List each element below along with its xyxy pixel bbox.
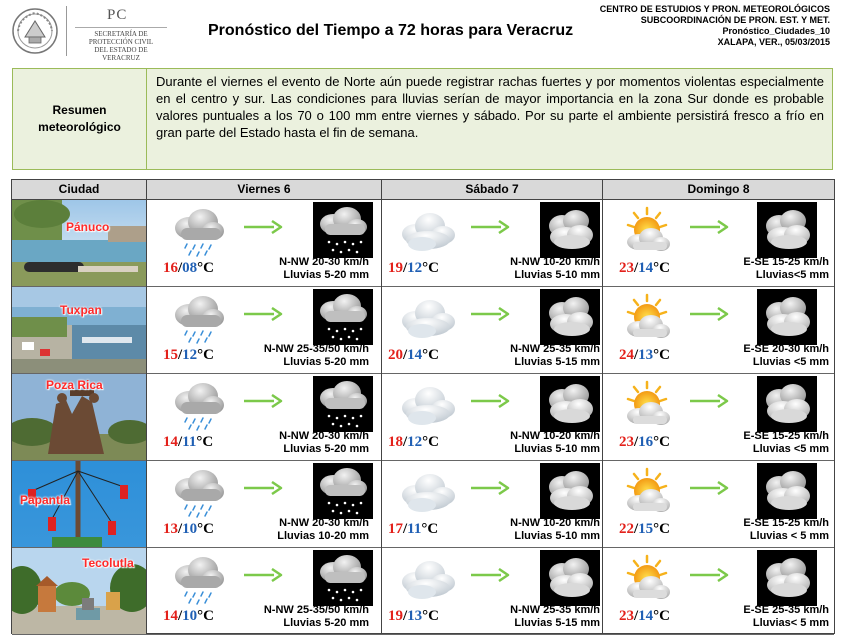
inst-line-4: XALAPA, VER., 05/03/2015 [717,37,830,47]
inst-line-3: Pronóstico_Ciudades_10 [722,26,830,36]
cloudy-icon [396,204,458,260]
city-photo [12,287,146,373]
temp-max: 19 [388,260,403,276]
rain-text: Lluvias 5-10 mm [514,530,600,542]
col-divider [381,180,382,633]
rain-text: Lluvias 5-10 mm [514,269,600,281]
temp-min: 12 [407,434,423,450]
temp-min: 11 [182,434,197,450]
temp-min: 08 [182,260,198,276]
temperature [163,434,213,451]
wind-rain-info [219,343,369,369]
wind-rain-info [679,343,829,369]
rain-text: Lluvias 5-20 mm [283,356,369,368]
rain-text: Lluvias 10-20 mm [277,530,369,542]
temperature [619,347,670,364]
temp-unit: °C [197,260,215,276]
temp-separator: / [403,260,408,276]
night-storm-icon [313,202,373,258]
pc-subtitle-3: DEL ESTADO DE VERACRUZ [94,46,148,62]
temp-max: 18 [388,434,403,450]
forecast-table [11,179,835,634]
rain-cloud-icon [167,291,229,347]
wind-rain-info [679,430,829,456]
temp-separator: / [178,608,183,624]
night-storm-icon [313,289,373,345]
cloudy-icon [396,552,458,608]
inst-line-2: SUBCOORDINACIÓN DE PRON. EST. Y MET. [640,15,830,25]
wind-text: E-SE 20-30 km/h [743,343,829,355]
arrow-right-icon [243,568,283,582]
temperature [163,521,214,538]
rain-text: Lluvias 5-15 mm [514,356,600,368]
temp-max: 23 [619,434,634,450]
temp-separator: / [634,260,639,276]
temp-max: 23 [619,608,634,624]
wind-text: N-NW 25-35 km/h [510,343,600,355]
page-title: Pronóstico del Tiempo a 72 horas para Veracruz [208,22,574,39]
temp-unit: °C [197,521,215,537]
temp-unit: °C [197,608,215,624]
night-cloudy-icon [540,289,600,345]
wind-rain-info [450,256,600,282]
city-photo [12,461,146,547]
temp-min: 14 [638,260,654,276]
temp-max: 17 [388,521,403,537]
arrow-right-icon [470,568,510,582]
city-name: Papantla [20,493,71,507]
temp-min: 13 [407,608,423,624]
table-row [12,200,834,287]
institution-info [600,4,830,48]
col-day-2-header: Sábado 7 [465,182,519,196]
pc-subtitle-2: PROTECCIÓN CIVIL [88,38,154,46]
wind-rain-info [219,256,369,282]
temp-max: 16 [163,260,178,276]
night-storm-icon [313,550,373,606]
wind-rain-info [679,256,829,282]
temp-max: 14 [163,608,178,624]
temp-unit: °C [653,608,671,624]
wind-text: E-SE 25-35 km/h [743,604,829,616]
temp-min: 13 [638,347,654,363]
pc-logo [66,6,167,62]
temp-min: 12 [407,260,423,276]
temp-separator: / [403,434,408,450]
wind-text: N-NW 10-20 km/h [510,256,600,268]
night-cloudy-icon [757,550,817,606]
partly-sunny-icon [617,378,679,434]
temp-unit: °C [653,434,671,450]
wind-text: N-NW 25-35/50 km/h [263,604,369,616]
rain-text: Lluvias 5-20 mm [283,617,369,629]
col-divider [602,180,603,633]
temp-min: 14 [407,347,423,363]
cloudy-icon [396,291,458,347]
cloudy-icon [396,378,458,434]
night-cloudy-icon [540,202,600,258]
temp-separator: / [403,521,408,537]
arrow-right-icon [243,481,283,495]
wind-text: N-NW 25-35/50 km/h [263,343,369,355]
temperature [388,260,439,277]
night-cloudy-icon [757,289,817,345]
city-photo [12,374,146,460]
temp-min: 10 [182,521,198,537]
city-photo [12,200,146,286]
summary-label-1: Resumen [52,103,107,117]
summary-text: Durante el viernes el evento de Norte aún puede registrar rachas fuertes y por momentos violentas especialmente en el centro y sur. Las condiciones para lluvias serían de mayor importancia en la zona Sur donde es probable valores puntuales a los 70 o 100 mm entre viernes y sábado. Por su parte el ambiente persistirá fresco a frío en gran parte del Estado hasta el fin de semana. [156,74,824,140]
wind-rain-info [450,517,600,543]
arrow-right-icon [243,394,283,408]
wind-text: N-NW 20-30 km/h [279,256,369,268]
table-header [12,180,834,200]
rain-cloud-icon [167,204,229,260]
wind-rain-info [450,343,600,369]
col-day-3-header: Domingo 8 [687,182,750,196]
temp-min: 12 [182,347,198,363]
rain-text: Lluvias < 5 mm [749,530,829,542]
temp-max: 19 [388,608,403,624]
temperature [163,608,214,625]
arrow-right-icon [470,394,510,408]
partly-sunny-icon [617,465,679,521]
wind-rain-info [450,604,600,630]
table-row [12,287,834,374]
veracruz-seal-icon [10,7,60,55]
temp-unit: °C [653,347,671,363]
temp-min: 14 [638,608,654,624]
night-storm-icon [313,463,373,519]
arrow-right-icon [689,481,729,495]
rain-text: Lluvias 5-10 mm [514,443,600,455]
arrow-right-icon [243,307,283,321]
pc-logo-rule [75,27,167,28]
temp-min: 15 [638,521,654,537]
rain-text: Lluvias <5 mm [752,356,829,368]
wind-text: E-SE 15-25 km/h [743,517,829,529]
temperature [163,347,214,364]
rain-text: Lluvias <5 mm [752,443,829,455]
rain-text: Lluvias 5-15 mm [514,617,600,629]
temp-unit: °C [422,347,440,363]
temperature [388,608,439,625]
wind-rain-info [450,430,600,456]
city-photo [12,548,146,634]
temp-unit: °C [422,260,440,276]
col-divider [146,180,147,633]
table-row [12,548,834,635]
temperature [388,347,439,364]
cloudy-icon [396,465,458,521]
temp-max: 14 [163,434,178,450]
wind-text: N-NW 25-35 km/h [510,604,600,616]
night-cloudy-icon [540,550,600,606]
arrow-right-icon [689,307,729,321]
rain-text: Lluvias< 5 mm [752,617,829,629]
temp-unit: °C [421,521,439,537]
arrow-right-icon [470,307,510,321]
temperature [619,434,670,451]
arrow-right-icon [689,394,729,408]
pc-logo-text: PC [107,7,128,23]
temp-unit: °C [422,434,440,450]
partly-sunny-icon [617,291,679,347]
temp-min: 11 [407,521,422,537]
table-row [12,461,834,548]
wind-text: N-NW 20-30 km/h [279,430,369,442]
summary-label [13,69,147,169]
night-cloudy-icon [757,463,817,519]
temperature [619,608,670,625]
night-cloudy-icon [540,463,600,519]
city-name: Poza Rica [46,378,103,392]
night-cloudy-icon [540,376,600,432]
rain-cloud-icon [167,552,229,608]
wind-text: N-NW 10-20 km/h [510,430,600,442]
pc-logo-subtitle [75,30,167,62]
rain-text: Lluvias 5-20 mm [283,443,369,455]
temp-max: 13 [163,521,178,537]
partly-sunny-icon [617,552,679,608]
col-city-header: Ciudad [58,182,100,196]
arrow-right-icon [689,568,729,582]
rain-cloud-icon [167,465,229,521]
temp-unit: °C [653,521,671,537]
night-storm-icon [313,376,373,432]
city-name: Pánuco [66,220,110,234]
temp-min: 16 [638,434,654,450]
temp-max: 15 [163,347,178,363]
page-header [0,0,856,62]
inst-line-1: CENTRO DE ESTUDIOS Y PRON. METEOROLÓGICOS [599,4,830,14]
rain-text: Lluvias<5 mm [755,269,829,281]
wind-text: E-SE 15-25 km/h [743,256,829,268]
temperature [388,521,438,538]
temp-max: 24 [619,347,634,363]
temperature [163,260,214,277]
temp-min: 10 [182,608,198,624]
temp-separator: / [634,608,639,624]
wind-text: N-NW 20-30 km/h [279,517,369,529]
col-day-1-header: Viernes 6 [237,182,291,196]
temp-separator: / [634,521,639,537]
temp-separator: / [403,608,408,624]
rain-cloud-icon [167,378,229,434]
arrow-right-icon [470,220,510,234]
temp-separator: / [178,260,183,276]
temp-unit: °C [197,347,215,363]
arrow-right-icon [243,220,283,234]
pc-subtitle-1: SECRETARÍA DE [94,30,148,38]
city-name: Tecolutla [82,556,134,570]
night-cloudy-icon [757,376,817,432]
temperature [388,434,439,451]
temp-unit: °C [196,434,214,450]
temp-max: 20 [388,347,403,363]
wind-rain-info [679,604,829,630]
summary-label-2: meteorológico [38,120,121,134]
wind-rain-info [219,517,369,543]
temp-separator: / [634,434,639,450]
temp-separator: / [178,521,183,537]
temp-max: 22 [619,521,634,537]
arrow-right-icon [689,220,729,234]
wind-text: N-NW 10-20 km/h [510,517,600,529]
rain-text: Lluvias 5-20 mm [283,269,369,281]
wind-text: E-SE 15-25 km/h [743,430,829,442]
temp-separator: / [403,347,408,363]
temp-separator: / [178,347,183,363]
partly-sunny-icon [617,204,679,260]
wind-rain-info [219,604,369,630]
temp-unit: °C [422,608,440,624]
table-row [12,374,834,461]
temp-unit: °C [653,260,671,276]
temperature [619,521,670,538]
city-name: Tuxpan [60,303,102,317]
arrow-right-icon [470,481,510,495]
summary-box [12,68,833,170]
wind-rain-info [219,430,369,456]
temp-max: 23 [619,260,634,276]
temperature [619,260,670,277]
night-cloudy-icon [757,202,817,258]
temp-separator: / [634,347,639,363]
wind-rain-info [679,517,829,543]
temp-separator: / [178,434,183,450]
